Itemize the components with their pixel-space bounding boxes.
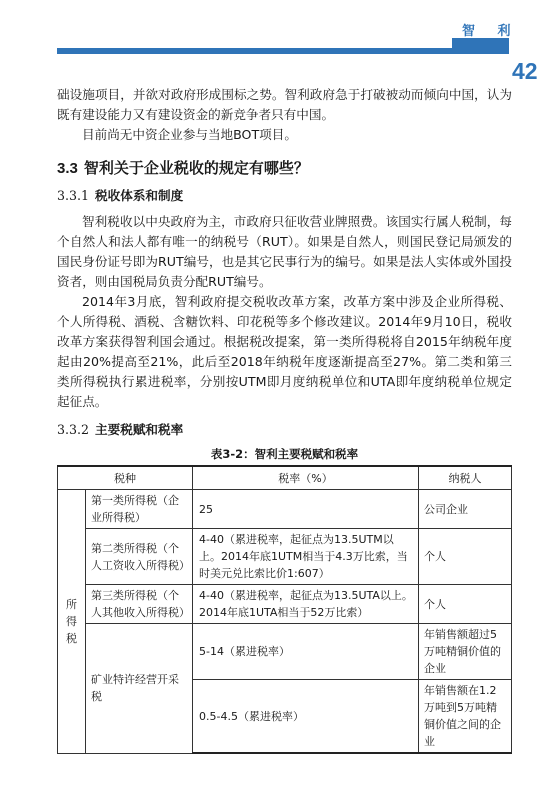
header-tax: 税种 bbox=[58, 466, 193, 490]
table-row bbox=[58, 624, 512, 680]
tax-name-cell: 矿业特许经营开采税 bbox=[86, 624, 193, 754]
section-heading bbox=[57, 159, 512, 178]
header-bar bbox=[57, 48, 502, 54]
tax-name-cell: 第二类所得税（个人工资收入所得税） bbox=[86, 529, 193, 585]
subsection-number-2: 3.3.2 bbox=[57, 422, 90, 437]
tax-name-cell: 第三类所得税（个人其他收入所得税） bbox=[86, 585, 193, 624]
header-rate: 税率（%） bbox=[193, 466, 419, 490]
tax-table bbox=[57, 465, 512, 754]
rate-cell: 25 bbox=[193, 490, 419, 529]
rate-cell: 4-40（累进税率，起征点为13.5UTM以上。2014年底1UTM相当于4.3万比索，当时美元兑比索比价1:607） bbox=[193, 529, 419, 585]
header-payer: 纳税人 bbox=[419, 466, 512, 490]
page-content bbox=[57, 85, 512, 754]
subsection-title-2: 主要税赋和税率 bbox=[95, 422, 184, 437]
header-tab bbox=[452, 38, 509, 54]
table-row bbox=[58, 585, 512, 624]
table-row bbox=[58, 529, 512, 585]
section-title: 智利关于企业税收的规定有哪些？ bbox=[83, 159, 309, 177]
rate-cell: 0.5-4.5（累进税率） bbox=[193, 680, 419, 754]
paragraph-tax-reform: 2014年3月底，智利政府提交税收改革方案，改革方案中涉及企业所得税、个人所得税、酒税、含糖饮料、印花税等多个修改建议。2014年9月10日，税收改革方案获得智利国会通过。根据税改提案，第一类所得税将自2015年纳税年度起由20%提高至21%，此后至2018年纳税年度逐渐提高至27%。第二类和第三类所得税执行累进税率，分别按UTM即月度纳税单位和UTA即年度纳税单位规定起征点。 bbox=[57, 294, 512, 409]
subsection-title-1: 税收体系和制度 bbox=[95, 188, 184, 203]
subsection-heading-2 bbox=[57, 422, 512, 438]
payer-cell: 个人 bbox=[419, 529, 512, 585]
page-number: 42 bbox=[512, 58, 538, 84]
rate-cell: 4-40（累进税率，起征点为13.5UTA以上。2014年底1UTA相当于52万比索） bbox=[193, 585, 419, 624]
subsection-heading-1 bbox=[57, 188, 512, 204]
payer-cell: 个人 bbox=[419, 585, 512, 624]
table-header-row bbox=[58, 466, 512, 490]
rate-cell: 5-14（累进税率） bbox=[193, 624, 419, 680]
section-label: 智 利 bbox=[462, 24, 520, 39]
subsection-number-1: 3.3.1 bbox=[57, 188, 90, 203]
payer-cell: 年销售额在1.2万吨到5万吨精铜价值之间的企业 bbox=[419, 680, 512, 754]
payer-cell: 公司企业 bbox=[419, 490, 512, 529]
table-caption: 表3-2：智利主要税赋和税率 bbox=[210, 447, 359, 461]
category-cell bbox=[58, 490, 86, 754]
section-number: 3.3 bbox=[57, 160, 78, 177]
tax-name-cell: 第一类所得税（企业所得税） bbox=[86, 490, 193, 529]
table-row bbox=[58, 490, 512, 529]
paragraph-bot: 目前尚无中资企业参与当地BOT项目。 bbox=[82, 127, 297, 142]
paragraph-tax-system: 智利税收以中央政府为主，市政府只征收营业牌照费。该国实行属人税制，每个自然人和法人都有唯一的纳税号（RUT）。如果是自然人，则国民登记局颁发的国民身份证号即为RUT编号，也是其它民事行为的编号。如果是法人实体或外国投资者，则由国税局负责分配RUT编号。 bbox=[57, 214, 512, 289]
paragraph-continued: 础设施项目，并欲对政府形成围标之势。智利政府急于打破被动而倾向中国，认为既有建设能力又有建设资金的新竞争者只有中国。 bbox=[57, 87, 512, 122]
category-label: 所得税 bbox=[66, 597, 77, 645]
payer-cell: 年销售额超过5万吨精铜价值的企业 bbox=[419, 624, 512, 680]
